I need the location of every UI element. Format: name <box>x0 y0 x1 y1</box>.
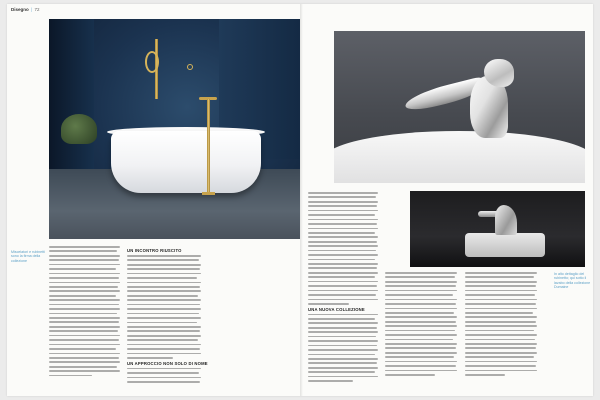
bathtub-edge <box>334 131 585 183</box>
section-label: Disegno <box>11 7 29 12</box>
page-gutter <box>300 4 303 396</box>
faucet-photo-top <box>334 31 585 183</box>
floor-faucet-base <box>202 192 215 195</box>
text-column-right-3 <box>465 272 537 379</box>
subhead-collezione: UNA NUOVA COLLEZIONE <box>308 306 365 312</box>
basin-tap <box>495 205 517 235</box>
plant <box>61 114 97 144</box>
running-header <box>11 7 39 12</box>
washbasin <box>465 233 545 257</box>
faucet-ring <box>187 64 193 70</box>
text-column-right-2 <box>385 272 457 379</box>
caption-left: Miscelatori e rubinetti sono la firma della collezione <box>11 250 45 263</box>
bathroom-photo-left <box>49 19 300 239</box>
wall-faucet-loop <box>145 51 159 73</box>
page-number: 72 <box>34 7 40 12</box>
faucet-handle <box>484 59 514 87</box>
text-column-right-1 <box>308 192 378 385</box>
subhead-incontro: UN INCONTRO RIUSCITO <box>127 248 182 253</box>
freestanding-bathtub <box>111 131 261 193</box>
text-column-left-1 <box>49 246 120 379</box>
magazine-spread <box>7 4 593 396</box>
text-column-left-2 <box>127 246 208 385</box>
caption-right: In alto dettaglio del rubinetto; qui sotto il lavabo della collezione Dumaine <box>554 272 591 290</box>
basin-photo <box>410 191 585 267</box>
floor-standing-faucet <box>207 99 210 194</box>
header-separator: | <box>31 7 33 12</box>
subhead-approccio: UN APPROCCIO NON SOLO DI NOME <box>127 360 208 366</box>
